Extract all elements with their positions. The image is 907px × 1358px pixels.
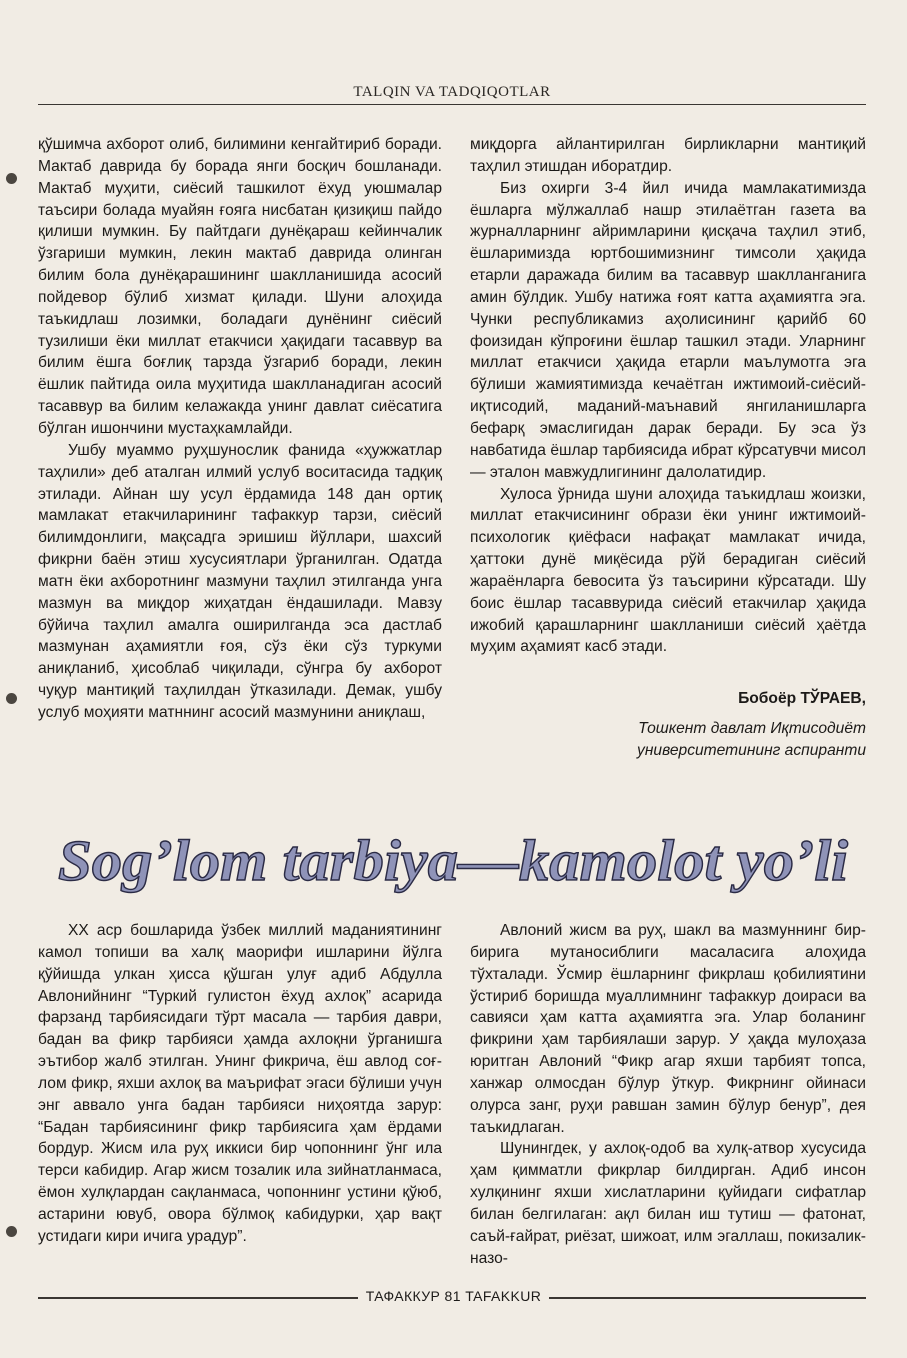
article-title: [52, 822, 862, 902]
paragraph: Авлоний жисм ва руҳ, шакл ва мазмуннинг бир-бирига мутаносиблиги масаласига алоҳида тўхталади. Ўсмир ёшларнинг фикрлаш қобилиятини ўстириб боришда муаллимнинг тафаккур доираси ва савияси ҳам катта аҳамиятга эга. Улар боланинг фикрини ҳам тарбиялаши зарур. У ҳақда мулоҳаза юритган Авлоний “Фикр агар яхши тарбият топса, ханжар олмосдан бўлур ўткур. Фикрнинг ойинаси олурса занг, руҳи равшан замин бўлур бенур”, дея таъкидлаган.: [470, 922, 866, 1136]
paragraph: XX аср бошларида ўзбек миллий маданиятининг камол топиши ва халқ маорифи ишларини йўлга қўйишда улкан ҳисса қўшган улуғ адиб Абдулла Авлонийнинг “Туркий гулистон ёхуд ахлоқ” асарида фарзанд тарбиясидаги тўрт масала — тарбия даври, бадан ва фикр тарбияси ҳамда ахлоқни ўрганишга эътибор жалб этилган. Унинг фикрича, ёш авлод соғлом фикр, яхши ахлоқ ва маърифат эгаси бўлиши учун энг аввало унга бадан тарбияси ниҳоятда зарур: “Бадан тарбиясининг фикр тарбиясига ҳам ёрдами бордур. Жисм ила руҳ иккиси бир чопоннинг ўнг ила терси кабидир. Агар жисм тозалик ила зийнатланмаса, ёмон хулқлардан сақланмаса, чопоннинг устини қўюб, астарини ювуб, овора бўлмоқ кабидурки, ҳар вақт устидаги кири ичига урадур”.: [38, 922, 442, 1245]
section-title: TALQIN VA TADQIQOTLAR: [353, 84, 551, 100]
paragraph: Шунингдек, у ахлоқ-одоб ва хулқ-атвор хусусида ҳам қимматли фикрлар билдирган. Адиб инсон хулқининг яхши хислатларини қуйидаги сифатлар билан белгилаган: ақл билан иш тутиш — фатонат, саъй-ғайрат, риёзат, шижоат, илм эгаллаш, покизалик-назо-: [470, 1140, 866, 1267]
page-number-label: ТАФАККУР 81 TAFAKKUR: [358, 1288, 550, 1304]
paragraph: миқдорга айлантирилган бирликларни мантиқий таҳлил этишдан иборатдир.: [470, 136, 866, 175]
article2-left-column: [38, 920, 442, 1248]
author-name: Бобоёр ТЎРАЕВ,: [738, 690, 866, 707]
footer: [0, 1288, 907, 1304]
author-role-line: Тошкент давлат Иқтисодиёт: [638, 720, 866, 737]
paragraph: қўшимча ахборот олиб, билимини кенгайтириб боради. Мактаб даврида бу борада янги босқич бошланади. Мактаб муҳити, сиёсий ташкилот ёхуд уюшмалар таъсири болада муайян ғояга нисбатан қизиқиш пайдо қилиши мумкин. Бу пайтдаги дунёқараш кейинчалик ўзгариши мумкин, лекин мактаб даврида олинган билим бола дунёқарашининг шаклланишида асосий пойдевор бўлиб хизмат қилади. Шуни алоҳида таъкидлаш лозимки, боладаги дунёнинг сиёсий тузилиши ёки миллат етакчиси ҳақидаги тасаввур ва билим ёшга боғлиқ тарзда ўзгариб боради, лекин ёшлик пайтида оила муҳитида шаклланадиган асосий тасаввур ва билим келажакда унинг давлат сиёсатига бўлган ишончини мустаҳкамлайди.: [38, 136, 442, 437]
punch-hole: [6, 173, 17, 184]
author-role: [470, 718, 866, 762]
paragraph: Хулоса ўрнида шуни алоҳида таъкидлаш жоизки, миллат етакчисининг образи ёки унинг ижтимоий-психологик қиёфаси нафақат мамлакат ичида, ҳаттоки дунё миқёсида рўй берадиган сиёсий жараёнларга бевосита ўз таъсирини кўрсатади. Шу боис ёшлар тасаввурида сиёсий етакчилар ҳақида ижобий қарашларнинг шаклланиши сиёсий ҳаётда муҳим аҳамият касб этади.: [470, 485, 866, 656]
punch-hole: [6, 1226, 17, 1237]
article1-left-column: [38, 134, 442, 724]
paragraph: Ушбу муаммо руҳшунослик фанида «ҳужжатлар таҳлили» деб аталган илмий услуб воситасида тадқиқ этилади. Айнан шу усул ёрдамида 148 дан ортиқ мамлакат етакчиларининг тафаккур тарзи, сиёсий билимдонлиги, мақсадга эришиш йўллари, шахсий фикрни баён этиш хусусиятлари ўрганилган. Одатда матн ёки ахборотнинг мазмуни таҳлил этилганда унга мазмун ва миқдор жиҳатдан ёндашилади. Мавзу бўйича таҳлил амалга оширилганда эса дастлаб мазмунан аҳамиятли ғоя, сўз ёки сўз туркуми аниқланиб, ҳисоблаб чиқилади, сўнгра бу ахборот чуқур мантиқий таҳлилдан ўтказилади. Демак, ушбу услуб моҳияти матннинг асосий мазмунини аниқлаш,: [38, 441, 442, 721]
author-role-line: университетининг аспиранти: [637, 742, 866, 759]
punch-hole: [6, 693, 17, 704]
article-title-text: Sog’lom tarbiya—kamolot yo’li: [58, 828, 848, 893]
paragraph: Биз охирги 3-4 йил ичида мамлакатимизда ёшларга мўлжаллаб нашр этилаётган газета ва журналларнинг айримларини қисқача таҳлил этиб, ёшларимизда юртбошимизнинг тимсоли ҳақида етарли даражада билим ва тасаввур шаклланганига амин бўлдик. Ушбу натижа ғоят катта аҳамиятга эга. Чунки республикамиз аҳолисининг қарийб 60 фоизидан кўпроғини ёшлар ташкил этади. Уларнинг миллат етакчиси ҳақида етарли маълумотга эга бўлиши жамиятимизда кечаётган ижтимоий-сиёсий-иқтисодий, маданий-маънавий янгиланишларга бефарқ эмаслигидан дарак беради. Бу эса ўз навбатида ёшлар тарбиясида ибрат кўрсатувчи мисол — эталон мавжудлигининг далолатидир.: [470, 179, 866, 481]
article1-right-column: [470, 134, 866, 658]
section-header: [38, 82, 866, 105]
article2-right-column: [470, 920, 866, 1270]
